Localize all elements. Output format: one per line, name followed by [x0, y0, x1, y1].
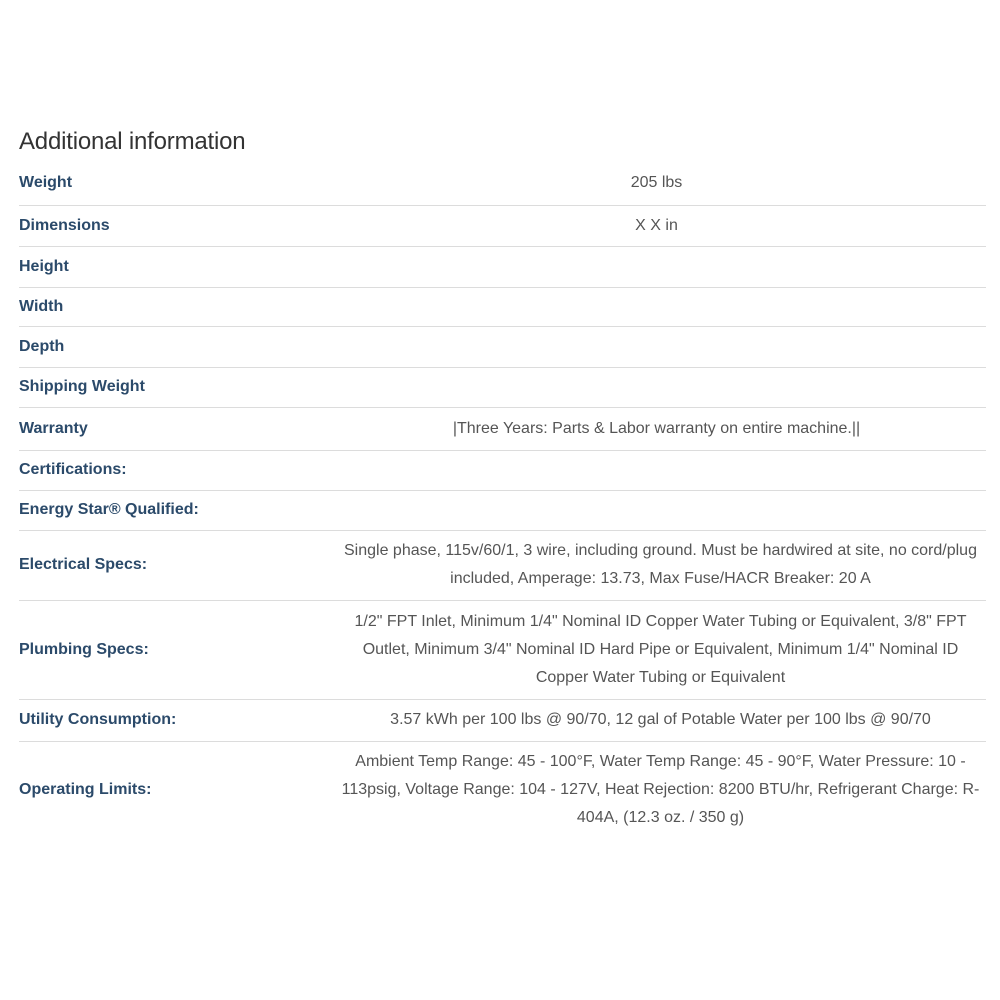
section-title: Additional information [19, 128, 246, 155]
table-row-shipping-weight [19, 367, 986, 407]
row-label: Weight [19, 174, 73, 192]
row-label: Depth [19, 337, 65, 355]
row-value: 205 lbs [630, 174, 683, 192]
additional-info-table [19, 162, 986, 839]
row-value [327, 287, 986, 326]
row-value [327, 367, 986, 407]
row-label: Width [19, 297, 64, 315]
row-value [327, 450, 986, 490]
table-row-energy-star [19, 490, 986, 530]
row-value: |Three Years: Parts & Labor warranty on entire machine.|| [452, 419, 861, 437]
row-value: X X in [635, 216, 678, 234]
row-value [327, 326, 986, 367]
row-label: Height [19, 257, 69, 275]
row-value: Single phase, 115v/60/1, 3 wire, including ground. Must be hardwired at site, no cord/plug included, Amperage: 13.73, Max Fuse/HACR Breaker: 20 A [344, 542, 977, 587]
row-value: 1/2" FPT Inlet, Minimum 1/4" Nominal ID Copper Water Tubing or Equivalent, 3/8" FPT Outlet, Minimum 3/4" Nominal ID Hard Pipe or Equivalent, Minimum 1/4" Nominal ID Copper Water Tubing or Equivalent [354, 612, 967, 686]
row-label: Warranty [19, 419, 88, 437]
row-value: 3.57 kWh per 100 lbs @ 90/70, 12 gal of Potable Water per 100 lbs @ 90/70 [390, 711, 931, 728]
row-label: Utility Consumption: [19, 711, 177, 728]
table-row-width [19, 287, 986, 326]
row-value [327, 246, 986, 287]
row-label: Electrical Specs: [19, 556, 148, 573]
row-label: Certifications: [19, 461, 127, 478]
table-row-certifications [19, 450, 986, 490]
table-row-weight [19, 162, 986, 205]
row-value: Ambient Temp Range: 45 - 100°F, Water Temp Range: 45 - 90°F, Water Pressure: 10 - 113psig, Voltage Range: 104 - 127V, Heat Rejection: 8200 BTU/hr, Refrigerant Charge: R-404A, (12.3 oz. / 350 g) [341, 753, 980, 827]
table-row-height [19, 246, 986, 287]
table-row-electrical-specs [19, 530, 986, 600]
row-value [327, 490, 986, 530]
table-row-dimensions [19, 205, 986, 246]
table-row-warranty [19, 407, 986, 450]
row-label: Dimensions [19, 216, 110, 234]
row-label: Energy Star® Qualified: [19, 501, 199, 518]
table-row-plumbing-specs [19, 600, 986, 699]
table-row-operating-limits [19, 741, 986, 839]
row-label: Shipping Weight [19, 378, 145, 395]
row-label: Operating Limits: [19, 781, 152, 799]
row-label: Plumbing Specs: [19, 640, 149, 658]
table-row-depth [19, 326, 986, 367]
table-row-utility-consumption [19, 699, 986, 741]
